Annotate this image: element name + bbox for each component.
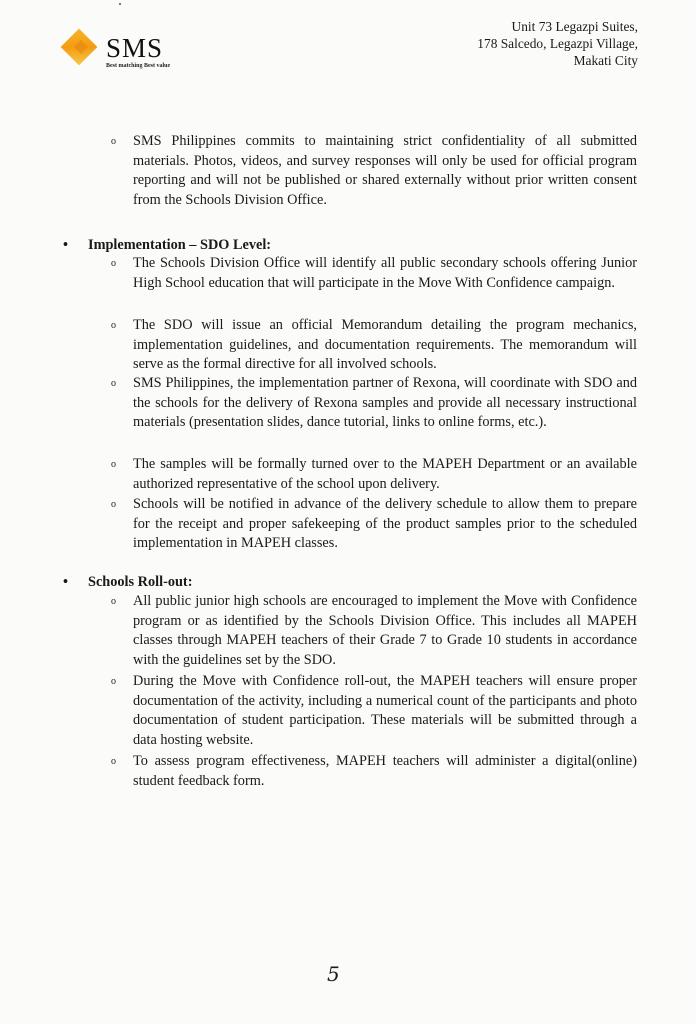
- company-address: [477, 18, 638, 69]
- sub-bullet-icon: o: [111, 499, 116, 510]
- list-item-text: To assess program effectiveness, MAPEH teachers will administer a digital(online) student feedback form.: [133, 753, 637, 789]
- logo-tagline: Best matching Best value: [106, 63, 171, 69]
- list-item: [111, 592, 637, 670]
- list-item: [111, 316, 637, 375]
- list-item-text: The samples will be formally turned over to the MAPEH Department or an available authorized representative of the school upon delivery.: [133, 456, 637, 492]
- page-number: 5: [327, 962, 340, 986]
- list-item: [111, 455, 637, 494]
- sub-bullet-icon: o: [111, 378, 116, 389]
- list-item-text: During the Move with Confidence roll-out, the MAPEH teachers will ensure proper documentation of the activity, including a numerical count of the participants and photo documentation of student participation. These materials will be submitted through a data hosting website.: [133, 673, 637, 748]
- list-item-text: The Schools Division Office will identify all public secondary schools offering Junior High School education that will participate in the Move With Confidence campaign.: [133, 255, 637, 291]
- list-item-text: SMS Philippines, the implementation partner of Rexona, will coordinate with SDO and the schools for the delivery of Rexona samples and provide all necessary instructional materials (presentation slides, dance tutorial, links to online forms, etc.).: [133, 375, 637, 431]
- list-item-text: The SDO will issue an official Memorandum detailing the program mechanics, implementation guidelines, and documentation requirements. The memorandum will serve as the formal directive for all involved schools.: [133, 317, 637, 373]
- confidentiality-item: [111, 132, 637, 210]
- address-line-3: Makati City: [573, 53, 638, 68]
- address-line-2: 178 Salcedo, Legazpi Village,: [477, 36, 638, 51]
- heading-text: Schools Roll-out:: [88, 574, 193, 590]
- sub-bullet-icon: o: [111, 320, 116, 331]
- list-item: [111, 374, 637, 433]
- heading-text: Implementation – SDO Level:: [88, 237, 272, 253]
- list-item: [111, 254, 637, 293]
- list-item: [111, 752, 637, 791]
- list-item-text: SMS Philippines commits to maintaining strict confidentiality of all submitted materials. Photos, videos, and survey responses will only be used for official program reporting and will not be published or shared externally without prior written consent from the Schools Division Office.: [133, 133, 637, 208]
- scan-speck: [119, 3, 121, 5]
- sub-bullet-icon: o: [111, 596, 116, 607]
- list-item: [111, 495, 637, 554]
- section-heading-rollout: [63, 573, 193, 593]
- list-item: [111, 672, 637, 750]
- sub-bullet-icon: o: [111, 459, 116, 470]
- bullet-icon: •: [63, 574, 69, 590]
- address-line-1: Unit 73 Legazpi Suites,: [511, 19, 638, 34]
- sub-bullet-icon: o: [111, 258, 116, 269]
- list-item-text: Schools will be notified in advance of the delivery schedule to allow them to prepare for the receipt and proper safekeeping of the product samples prior to the scheduled implementation in MAPEH classes.: [133, 496, 637, 552]
- logo-text: SMS: [106, 33, 164, 63]
- sms-logo: [62, 30, 222, 72]
- sub-bullet-icon: o: [111, 676, 116, 687]
- sub-bullet-icon: o: [111, 756, 116, 767]
- sub-bullet-icon: o: [111, 136, 116, 147]
- section-heading-sdo: [63, 236, 272, 256]
- bullet-icon: •: [63, 237, 69, 253]
- list-item-text: All public junior high schools are encouraged to implement the Move with Confidence program or as identified by the Schools Division Office. This includes all MAPEH classes through MAPEH teachers of their Grade 7 to Grade 10 students in accordance with the guidelines set by the SDO.: [133, 593, 637, 668]
